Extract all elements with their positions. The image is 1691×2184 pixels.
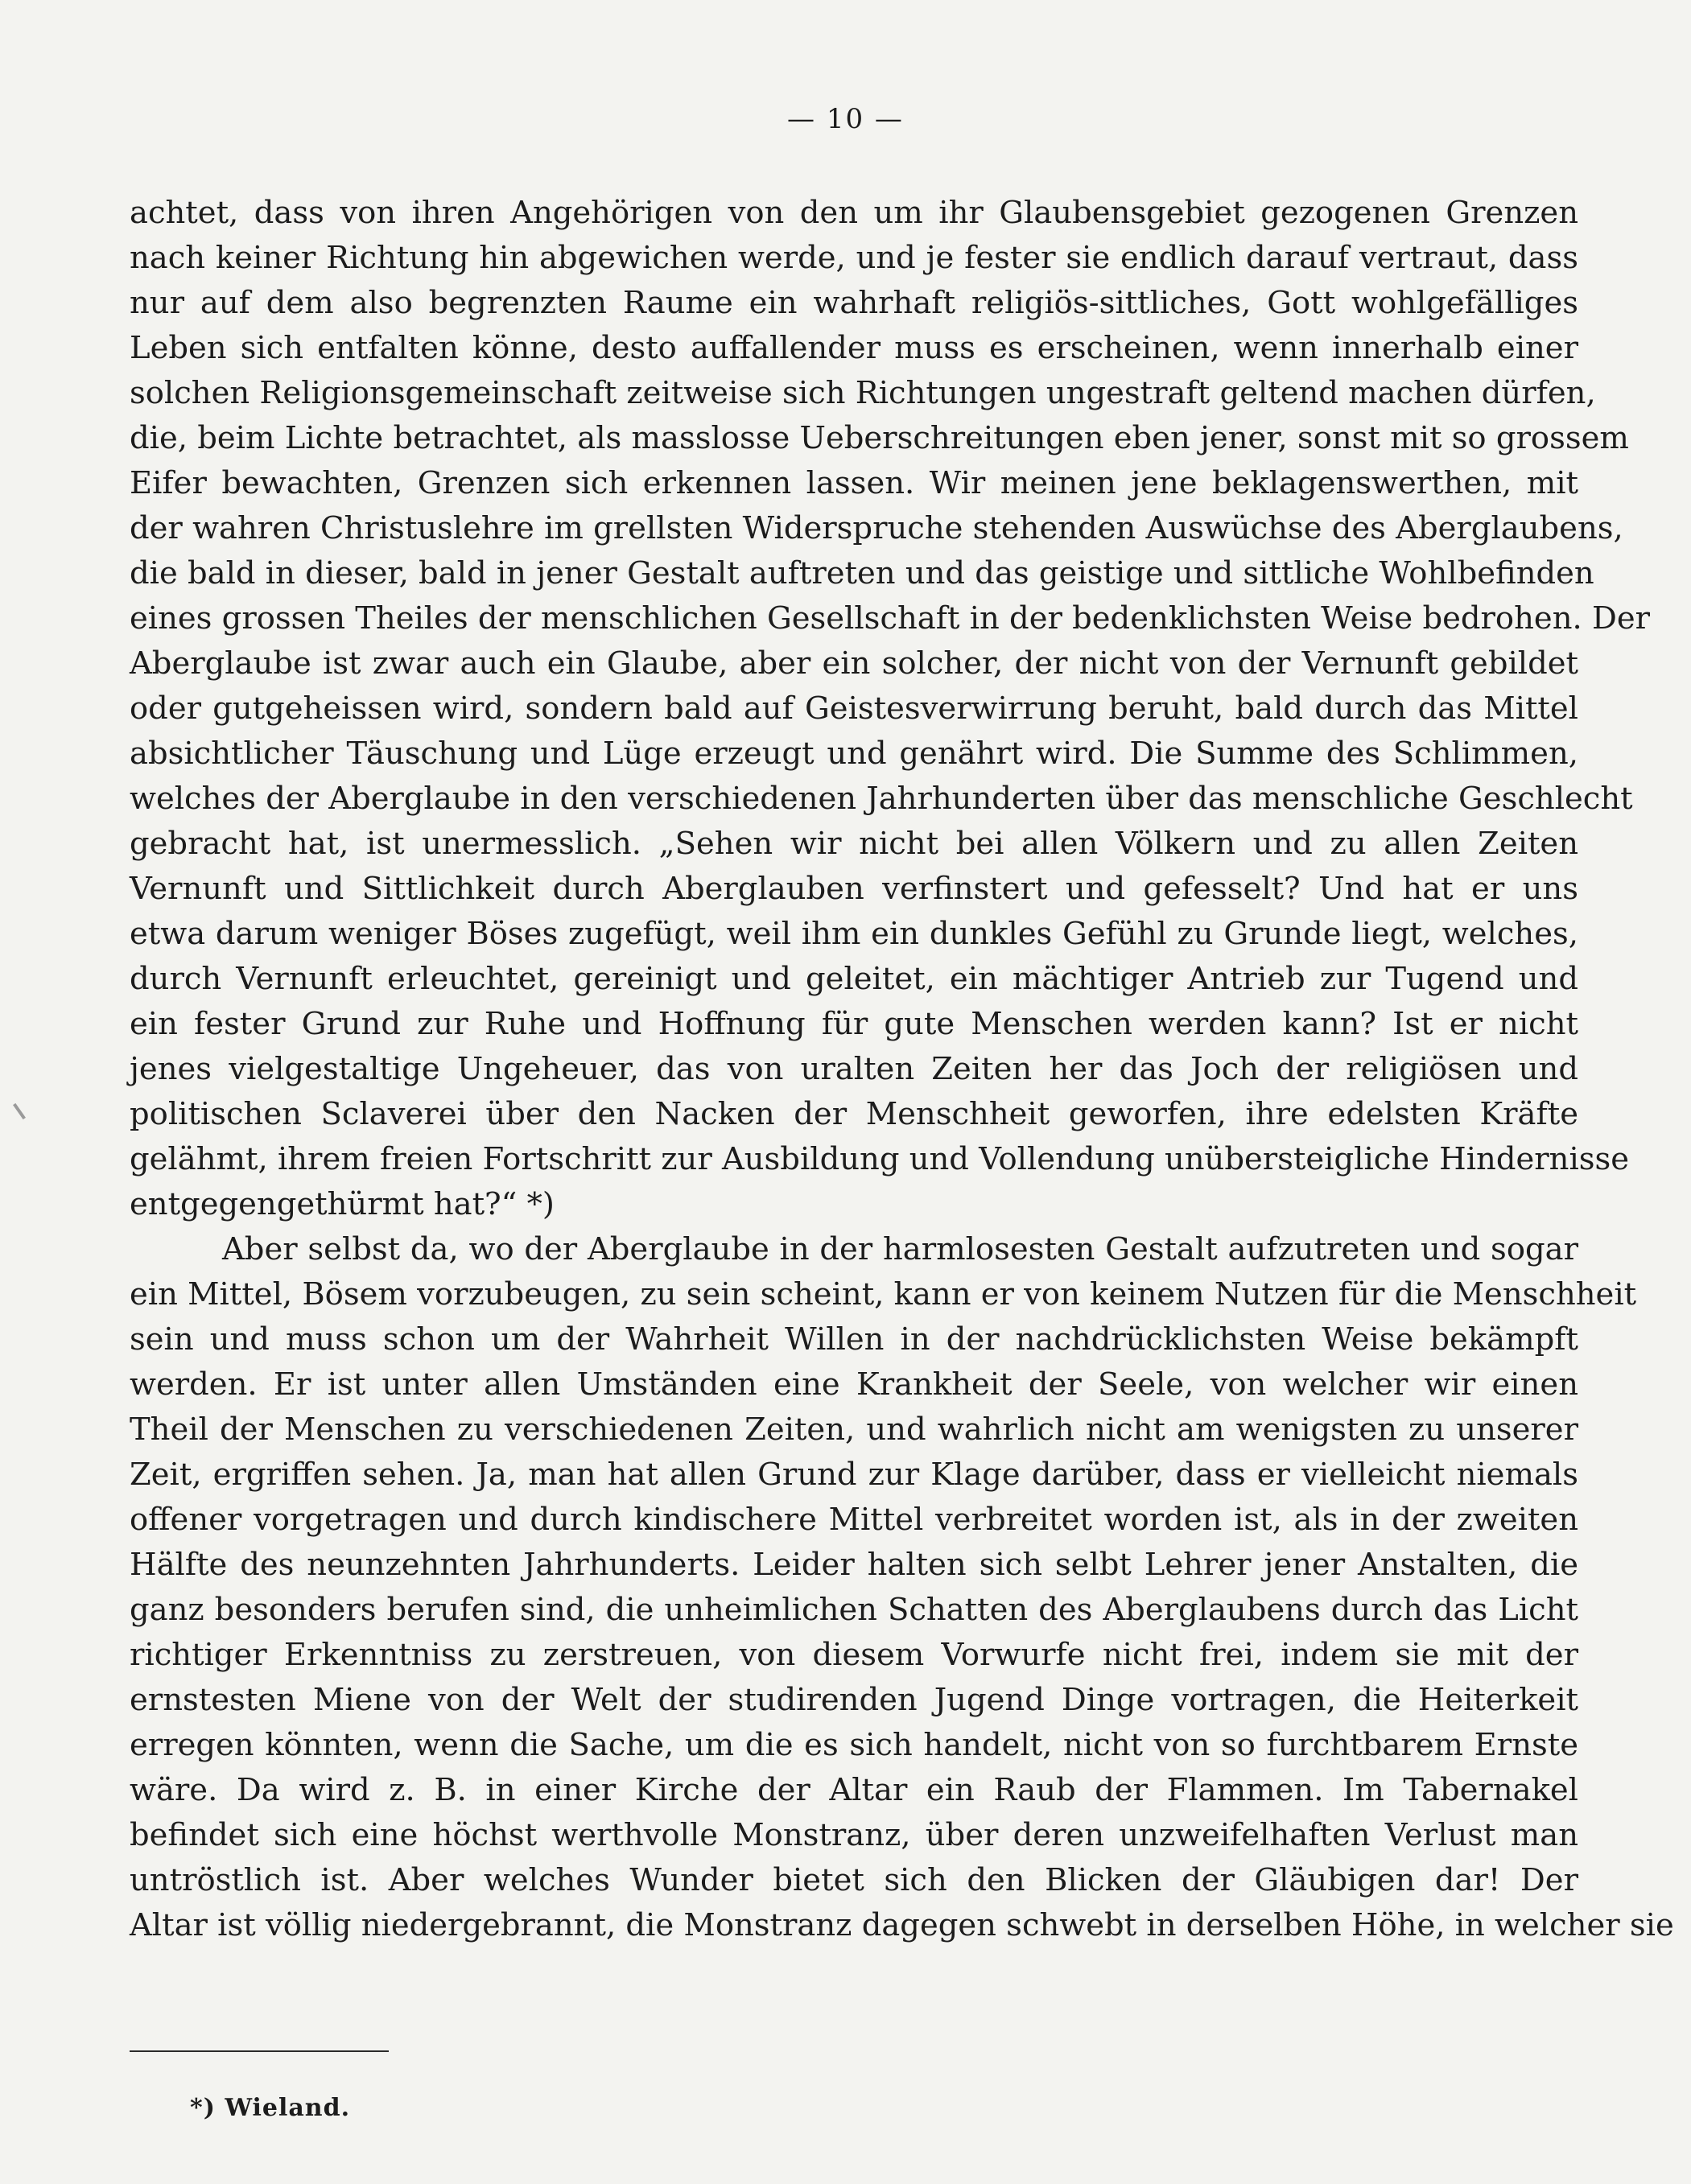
text-line: Hälfte des neunzehnten Jahrhunderts. Leider halten sich selbt Lehrer jener Anstalten, die (130, 1547, 1578, 1583)
text-line: oder gutgeheissen wird, sondern bald auf Geistesverwirrung beruht, bald durch das Mittel (130, 690, 1578, 727)
text-line: Altar ist völlig niedergebrannt, die Monstranz dagegen schwebt in derselben Höhe, in welcher sie (130, 1907, 1674, 1943)
text-line: gebracht hat, ist unermesslich. „Sehen wir nicht bei allen Völkern und zu allen Zeiten (130, 826, 1578, 862)
text-line: wäre. Da wird z. B. in einer Kirche der Altar ein Raub der Flammen. Im Tabernakel (130, 1772, 1578, 1808)
text-line: solchen Religionsgemeinschaft zeitweise sich Richtungen ungestraft geltend machen dürfen, (130, 375, 1596, 411)
text-line: die, beim Lichte betrachtet, als masslosse Ueberschreitungen eben jener, sonst mit so grossem (130, 420, 1629, 456)
text-line: ernstesten Miene von der Welt der studirenden Jugend Dinge vortragen, die Heiterkeit (130, 1682, 1578, 1718)
text-line: Leben sich entfalten könne, desto auffallender muss es erscheinen, wenn innerhalb einer (130, 330, 1578, 366)
text-line: Zeit, ergriffen sehen. Ja, man hat allen Grund zur Klage darüber, dass er vielleicht niemals (130, 1457, 1578, 1493)
text-line: entgegengethürmt hat?“ *) (130, 1186, 555, 1222)
text-line: etwa darum weniger Böses zugefügt, weil ihm ein dunkles Gefühl zu Grunde liegt, welches, (130, 916, 1578, 952)
text-line: ganz besonders berufen sind, die unheimlichen Schatten des Aberglaubens durch das Licht (130, 1592, 1578, 1628)
text-line: jenes vielgestaltige Ungeheuer, das von uralten Zeiten her das Joch der religiösen und (130, 1051, 1578, 1087)
paragraph-1 (130, 191, 1651, 1227)
text-line: Theil der Menschen zu verschiedenen Zeiten, und wahrlich nicht am wenigsten zu unserer (130, 1411, 1578, 1448)
text-line: durch Vernunft erleuchtet, gereinigt und geleitet, ein mächtiger Antrieb zur Tugend und (130, 961, 1578, 997)
text-line: nach keiner Richtung hin abgewichen werde, und je fester sie endlich darauf vertraut, dass (130, 240, 1578, 276)
text-line: befindet sich eine höchst werthvolle Monstranz, über deren unzweifelhaften Verlust man (130, 1817, 1578, 1853)
margin-mark (13, 1103, 26, 1119)
text-line: sein und muss schon um der Wahrheit Willen in der nachdrücklichsten Weise bekämpft (130, 1321, 1578, 1358)
page-number: — 10 — (787, 103, 904, 135)
text-line: offener vorgetragen und durch kindischere Mittel verbreitet worden ist, als in der zweiten (130, 1502, 1578, 1538)
body-text (130, 191, 1674, 1948)
text-line: nur auf dem also begrenzten Raume ein wahrhaft religiös-sittliches, Gott wohlgefälliges (130, 285, 1578, 321)
text-line: eines grossen Theiles der menschlichen Gesellschaft in der bedenklichsten Weise bedrohen. Der (130, 600, 1651, 637)
text-line: Eifer bewachten, Grenzen sich erkennen lassen. Wir meinen jene beklagenswerthen, mit (130, 465, 1578, 501)
text-line: untröstlich ist. Aber welches Wunder bietet sich den Blicken der Gläubigen dar! Der (130, 1862, 1578, 1898)
text-line: achtet, dass von ihren Angehörigen von den um ihr Glaubensgebiet gezogenen Grenzen (130, 195, 1578, 231)
text-line: absichtlicher Täuschung und Lüge erzeugt und genährt wird. Die Summe des Schlimmen, (130, 736, 1578, 772)
text-line: ein fester Grund zur Ruhe und Hoffnung für gute Menschen werden kann? Ist er nicht (130, 1006, 1578, 1042)
text-line: erregen könnten, wenn die Sache, um die es sich handelt, nicht von so furchtbarem Ernste (130, 1727, 1578, 1763)
text-line: welches der Aberglaube in den verschiedenen Jahrhunderten über das menschliche Geschlecht (130, 781, 1633, 817)
text-line: politischen Sclaverei über den Nacken der Menschheit geworfen, ihre edelsten Kräfte (130, 1096, 1578, 1132)
text-line: Vernunft und Sittlichkeit durch Aberglauben verfinstert und gefesselt? Und hat er uns (130, 871, 1578, 907)
text-line: der wahren Christuslehre im grellsten Widerspruche stehenden Auswüchse des Aberglaubens, (130, 510, 1623, 546)
text-line: werden. Er ist unter allen Umständen eine Krankheit der Seele, von welcher wir einen (130, 1366, 1578, 1403)
text-line: ein Mittel, Bösem vorzubeugen, zu sein scheint, kann er von keinem Nutzen für die Menschheit (130, 1276, 1637, 1312)
footnote-rule (130, 2050, 389, 2052)
text-line: gelähmt, ihrem freien Fortschritt zur Ausbildung und Vollendung unübersteigliche Hindernisse (130, 1141, 1630, 1177)
text-line: Aber selbst da, wo der Aberglaube in der harmlosesten Gestalt aufzutreten und sogar (222, 1231, 1578, 1267)
text-line: die bald in dieser, bald in jener Gestalt auftreten und das geistige und sittliche Wohlbefinden (130, 555, 1594, 591)
text-line: richtiger Erkenntniss zu zerstreuen, von diesem Vorwurfe nicht frei, indem sie mit der (130, 1637, 1578, 1673)
paragraph-2 (130, 1227, 1674, 1948)
text-line: Aberglaube ist zwar auch ein Glaube, aber ein solcher, der nicht von der Vernunft gebildet (130, 645, 1578, 682)
footnote: *) Wieland. (190, 2094, 351, 2122)
